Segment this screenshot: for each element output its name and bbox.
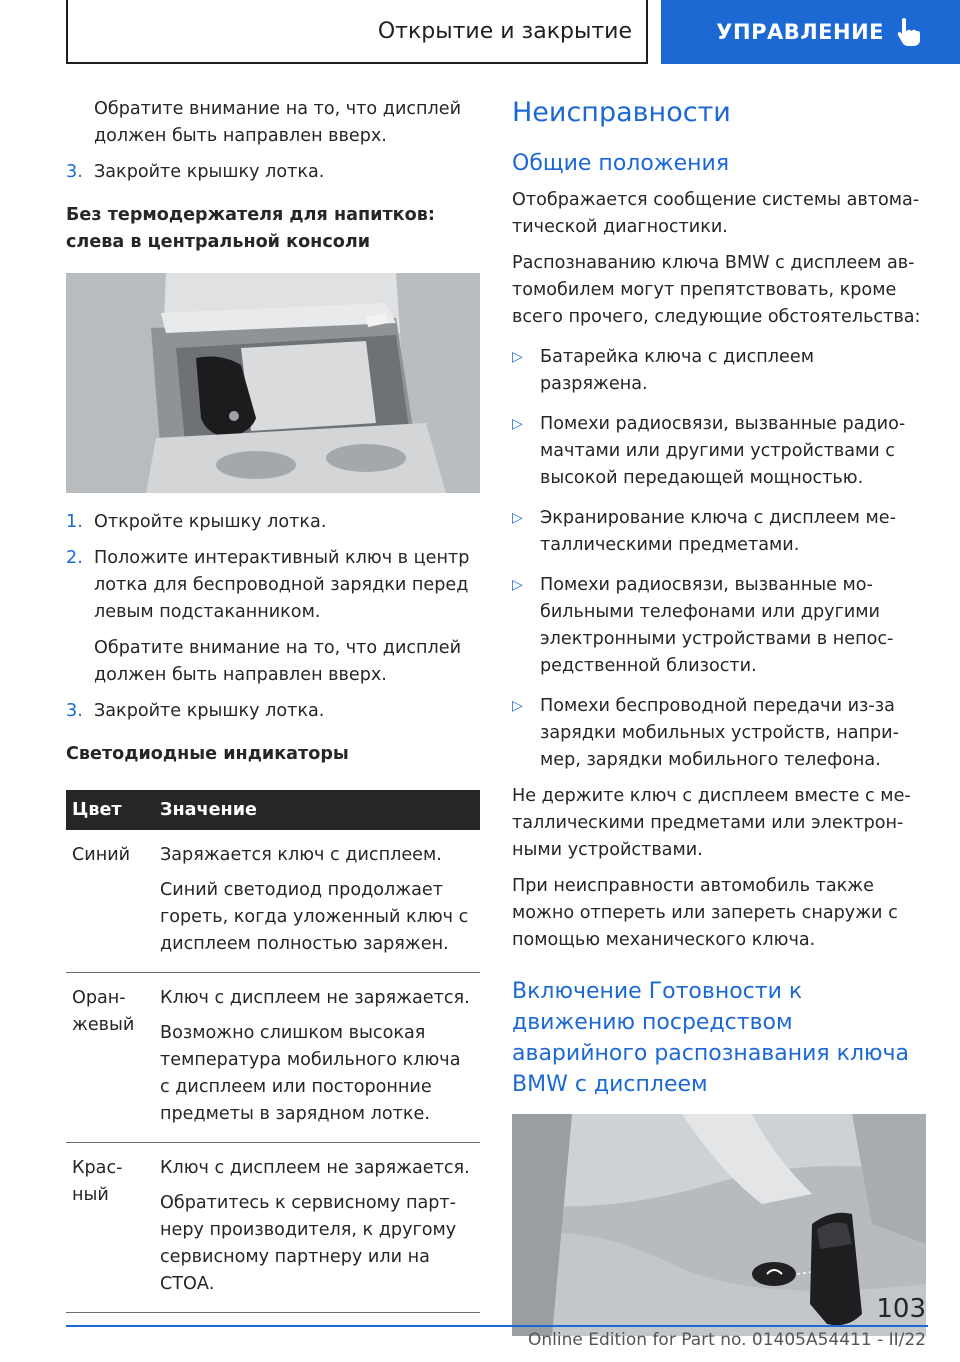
triangle-bullet-icon: ▷ [512,698,523,714]
subhead-led: Светодиодные индикаторы [66,744,349,764]
led-color: Крас-ный [72,1158,123,1205]
step-3 [66,698,480,725]
step-text: Откройте крышку лотка. [94,512,327,532]
key-detection-photo [512,1114,926,1336]
hand-pointer-icon [896,17,922,47]
column-header-color: Цвет [66,790,154,830]
triangle-bullet-icon: ▷ [512,510,523,526]
list-item [512,693,926,774]
column-header-meaning: Значение [154,790,480,830]
step-text: Закройте крышку лотка. [94,701,325,721]
paragraph: Не держите ключ с дисплеем вместе с ме-таллическими предметами или электрон-ными устройствами. [512,786,911,860]
step-number: 2. [66,548,83,568]
step-2-note: Обратите внимание на то, что дисплей должен быть направлен вверх. [94,638,462,685]
led-indicator-table [66,790,480,1313]
led-color: Синий [72,845,131,865]
right-column [512,96,926,1336]
list-item [512,572,926,680]
page-number: 103 [876,1294,926,1324]
section-title: Открытие и закрытие [377,18,632,44]
led-color: Оран-жевый [72,988,135,1035]
heading-general: Общие положения [512,151,730,176]
table-row [66,830,480,973]
led-meaning: Ключ с дисплеем не заряжается. [160,988,470,1008]
subhead-no-cupholder: Без термодержателя для напитков: слева в центральной консоли [66,205,435,252]
footer-divider [66,1325,928,1327]
led-meaning: Заряжается ключ с дисплеем. [160,845,442,865]
led-meaning: Возможно слишком высокая температура мобильного ключа с дисплеем или посторонние предметы в зарядном лотке. [160,1023,461,1124]
heading-malfunctions: Неисправности [512,97,731,128]
list-item-text: Батарейка ключа с дисплеем разряжена. [540,347,814,394]
left-column [66,96,480,1313]
intro-note: Обратите внимание на то, что дисплей должен быть направлен вверх. [94,99,462,146]
step-text: Закройте крышку лотка. [94,162,325,182]
table-header-row [66,790,480,830]
step-number: 3. [66,701,83,721]
list-item [512,411,926,492]
section-tab [66,0,648,64]
step-1 [66,509,480,536]
chapter-title: УПРАВЛЕНИЕ [716,20,884,44]
step-2 [66,545,480,626]
led-meaning: Синий светодиод продолжает гореть, когда уложенный ключ с дисплеем полностью заряжен. [160,880,469,954]
triangle-bullet-icon: ▷ [512,577,523,593]
console-tray-photo [66,273,480,493]
paragraph: При неисправности автомобиль также можно отпереть или запереть снаружи с помощью механического ключа. [512,876,898,950]
edition-info: Online Edition for Part no. 01405A54411 - II/22 [527,1330,926,1350]
triangle-bullet-icon: ▷ [512,349,523,365]
paragraph: Распознаванию ключа BMW с дисплеем ав-томобилем могут препятствовать, кроме всего прочего, следующие обстоятельства: [512,253,921,327]
step-3-top [66,159,480,186]
list-item [512,344,926,398]
list-item [512,505,926,559]
list-item-text: Помехи радиосвязи, вызванные радио-мачтами или другими устройствами с высокой передающей мощностью. [540,414,906,488]
list-item-text: Помехи радиосвязи, вызванные мо-бильными телефонами или другими электронными устройствами в непос-редственной близости. [540,575,894,676]
paragraph: Отображается сообщение системы автома-тической диагностики. [512,190,920,237]
triangle-bullet-icon: ▷ [512,416,523,432]
led-meaning: Обратитесь к сервисному парт-неру производителя, к другому сервисному партнеру или на СТОА. [160,1193,457,1294]
step-number: 3. [66,162,83,182]
list-item-text: Помехи беспроводной передачи из-за зарядки мобильных устройств, напри-мер, зарядки мобильного телефона. [540,696,899,770]
list-item-text: Экранирование ключа с дисплеем ме-таллическими предметами. [540,508,896,555]
led-meaning: Ключ с дисплеем не заряжается. [160,1158,470,1178]
step-text: Положите интерактивный ключ в центр лотка для беспроводной зарядки перед левым подстаканником. [94,548,470,622]
table-row [66,1143,480,1313]
table-row [66,973,480,1143]
heading-emergency-detection: Включение Готовности к движению посредством аварийного распознавания ключа BMW с дисплеем [512,979,909,1097]
chapter-tab [661,0,960,64]
step-number: 1. [66,512,83,532]
page-header [0,0,960,68]
